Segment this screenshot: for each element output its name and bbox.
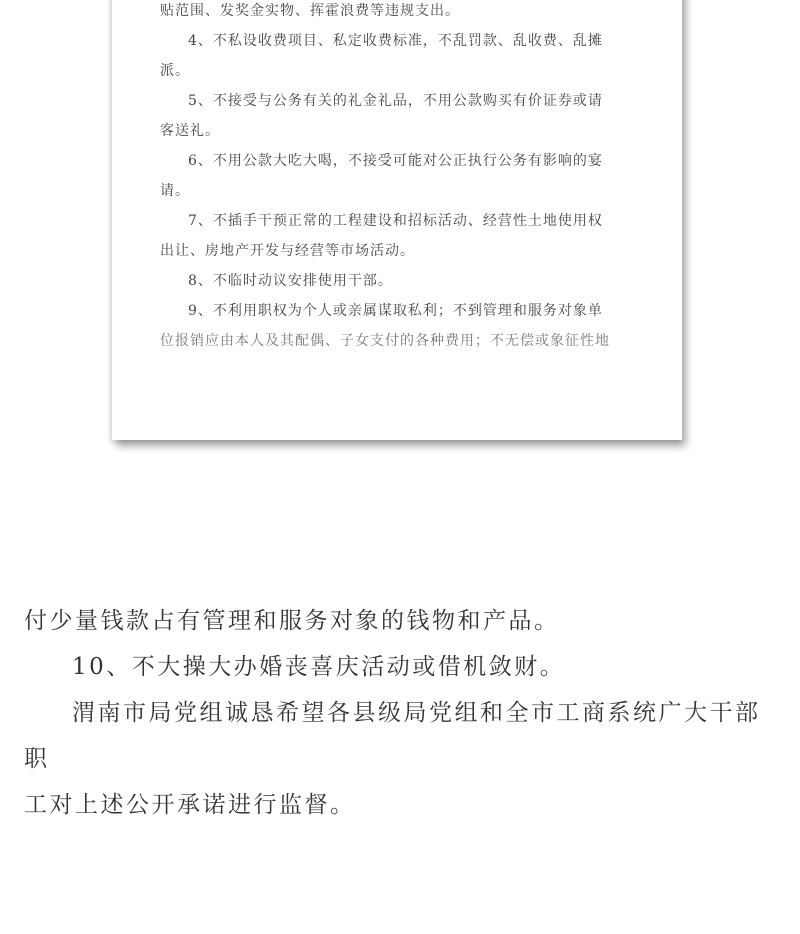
body-line: 付少量钱款占有管理和服务对象的钱物和产品。 [24,608,560,634]
doc-line: 9、不利用职权为个人或亲属谋取私利；不到管理和服务对象单 [188,303,603,319]
doc-line: 7、不插手干预正常的工程建设和招标活动、经营性土地使用权 [188,213,603,229]
doc-line: 客送礼。 [160,123,220,139]
main-body-text [24,598,784,828]
doc-line: 6、不用公款大吃大喝，不接受可能对公正执行公务有影响的宴 [188,153,603,169]
doc-line: 位报销应由本人及其配偶、子女支付的各种费用；不无偿或象征性地 [160,333,610,349]
body-line: 渭南市局党组诚恳希望各县级局党组和全市工商系统广大干部职 [24,700,761,772]
document-page-preview [112,0,682,440]
doc-line: 请。 [160,183,190,199]
document-page-text [160,0,642,356]
doc-line: 派。 [160,63,190,79]
doc-line: 出让、房地产开发与经营等市场活动。 [160,243,415,259]
doc-line: 4、不私设收费项目、私定收费标准，不乱罚款、乱收费、乱摊 [188,33,603,49]
doc-line: 5、不接受与公务有关的礼金礼品，不用公款购买有价证券或请 [188,93,603,109]
doc-line: 8、不临时动议安排使用干部。 [188,273,393,289]
doc-line: 贴范围、发奖金实物、挥霍浪费等违规支出。 [160,3,460,19]
body-line: 工对上述公开承诺进行监督。 [24,792,356,818]
body-line: 10、不大操大办婚丧喜庆活动或借机敛财。 [72,654,566,680]
